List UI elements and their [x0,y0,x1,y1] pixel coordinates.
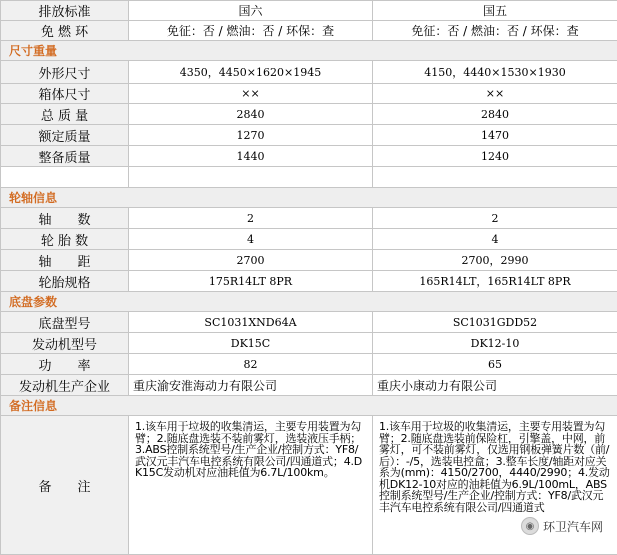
label-rated-mass: 额定质量 [1,125,129,146]
row-total-mass [1,104,617,125]
section-chassis-title: 底盘参数 [1,292,617,312]
watermark-text: 环卫汽车网 [543,518,603,535]
dimensions-b: 4150，4440×1530×1930 [373,61,617,84]
gap-cell [1,167,129,188]
rated-mass-b: 1470 [373,125,617,146]
section-remarks-title: 备注信息 [1,396,617,416]
power-a: 82 [129,354,373,375]
label-emission: 排放标准 [1,1,129,21]
power-b: 65 [373,354,617,375]
tire-spec-b: 165R14LT，165R14LT 8PR [373,271,617,292]
section-size [1,41,617,61]
row-wheelbase [1,250,617,271]
row-box-size [1,84,617,104]
watermark [521,517,603,535]
label-tire-spec: 轮胎规格 [1,271,129,292]
section-axle-title: 轮轴信息 [1,188,617,208]
rated-mass-a: 1270 [129,125,373,146]
section-chassis [1,292,617,312]
row-chassis-model [1,312,617,333]
engine-maker-b: 重庆小康动力有限公司 [373,375,617,396]
row-exempt [1,21,617,41]
wheelbase-b: 2700，2990 [373,250,617,271]
row-axles [1,208,617,229]
total-mass-a: 2840 [129,104,373,125]
row-engine-maker [1,375,617,396]
engine-model-b: DK12-10 [373,333,617,354]
label-curb-mass: 整备质量 [1,146,129,167]
dimensions-a: 4350，4450×1620×1945 [129,61,373,84]
section-axle [1,188,617,208]
emission-b: 国五 [373,1,617,21]
exempt-b: 免征：否 / 燃油：否 / 环保：查 [373,21,617,41]
row-engine-model [1,333,617,354]
curb-mass-a: 1440 [129,146,373,167]
box-size-b: ×× [373,84,617,104]
row-tires [1,229,617,250]
tire-spec-a: 175R14LT 8PR [129,271,373,292]
label-power: 功 率 [1,354,129,375]
row-dimensions [1,61,617,84]
wheelbase-a: 2700 [129,250,373,271]
label-dimensions: 外形尺寸 [1,61,129,84]
box-size-a: ×× [129,84,373,104]
row-tire-spec [1,271,617,292]
chassis-model-a: SC1031XND64A [129,312,373,333]
gap-cell [373,167,617,188]
row-curb-mass [1,146,617,167]
section-remarks [1,396,617,416]
label-box-size: 箱体尺寸 [1,84,129,104]
engine-maker-a: 重庆渝安淮海动力有限公司 [129,375,373,396]
label-remarks: 备 注 [1,416,129,555]
label-chassis-model: 底盘型号 [1,312,129,333]
axles-b: 2 [373,208,617,229]
label-axles: 轴 数 [1,208,129,229]
row-rated-mass [1,125,617,146]
row-emission [1,1,617,21]
label-engine-model: 发动机型号 [1,333,129,354]
exempt-a: 免征：否 / 燃油：否 / 环保：查 [129,21,373,41]
tires-b: 4 [373,229,617,250]
label-tires: 轮 胎 数 [1,229,129,250]
engine-model-a: DK15C [129,333,373,354]
gap-cell [129,167,373,188]
section-size-title: 尺寸重量 [1,41,617,61]
wechat-icon: ◉ [521,517,539,535]
label-exempt: 免 燃 环 [1,21,129,41]
axles-a: 2 [129,208,373,229]
remarks-b: 1.该车用于垃圾的收集清运，主要专用装置为勾臂；2.随底盘选装前保险杠，引擎盖，中网，前雾灯，可不装前雾灯，仅选用钢板弹簧片数（前/后）：-/5，选装电控盒；3.整车长度/轴距对应关系为(mm)：4150/2700，4440/2990；4.发动机DK12-10对应的油耗值为6.9L/100mL，ABS控制系统型号/生产企业/控制方式：YF8/武汉元丰汽车电控系统有限公司/四通道式 [373,416,617,513]
chassis-model-b: SC1031GDD52 [373,312,617,333]
tires-a: 4 [129,229,373,250]
emission-a: 国六 [129,1,373,21]
total-mass-b: 2840 [373,104,617,125]
label-total-mass: 总 质 量 [1,104,129,125]
row-gap-1 [1,167,617,188]
row-power [1,354,617,375]
remarks-a-cell [129,416,373,555]
remarks-a: 1.该车用于垃圾的收集清运，主要专用装置为勾臂；2.随底盘选装不装前雾灯，选装液压手柄；3.ABS控制系统型号/生产企业/控制方式：YF8/武汉元丰汽车电控系统有限公司/四通道式；4.DK15C发动机对应油耗值为6.7L/100km。 [129,416,372,479]
curb-mass-b: 1240 [373,146,617,167]
label-wheelbase: 轴 距 [1,250,129,271]
label-engine-maker: 发动机生产企业 [1,375,129,396]
